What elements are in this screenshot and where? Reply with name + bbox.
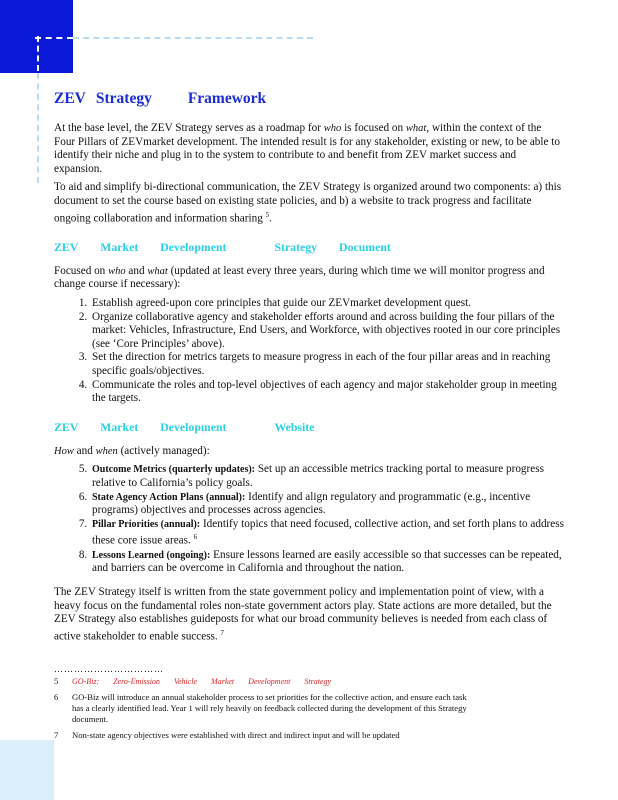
- section2-lead: How and when (actively managed):: [54, 444, 210, 457]
- website-list: [54, 463, 564, 575]
- bottom-corner-decoration: [0, 740, 54, 800]
- list-item: 1. Establish agreed-upon core principles that guide our ZEVmarket development quest.: [90, 297, 564, 311]
- list-item: 5. Outcome Metrics (quarterly updates): Set up an accessible metrics tracking portal to measure progress relative to California’s policy goals.: [90, 463, 564, 490]
- page-content: [54, 90, 564, 649]
- footnote-ref-5[interactable]: 5: [265, 210, 270, 219]
- page-title: ZEV Strategy Framework: [54, 90, 267, 107]
- footnote-7: 7 Non-state agency objectives were established with direct and indirect input and will be updated: [54, 730, 400, 740]
- footnote-6: 6 GO-Biz will introduce an annual stakeholder process to set priorities for the collective action, and ensure each task has a clearly identified lead. Year 1 will rely heavily on feedback collected during the development of this Strategy document.: [54, 692, 467, 724]
- list-item: 3. Set the direction for metrics targets to measure progress in each of the four pillar areas and in reaching specific goals/objectives.: [90, 351, 564, 378]
- footnote-ref-6[interactable]: 6: [193, 533, 198, 542]
- closing-paragraph: The ZEV Strategy itself is written from the state government policy and implementation point of view, with a heavy focus on the fundamental roles non-state government actors play. State actions are more detailed, but the ZEV Strategy also establishes guideposts for what our broad community believes is needed from each class of active stakeholder to enable success. $^7$: [54, 585, 552, 643]
- left-dashed-line: [37, 73, 39, 183]
- footnote-5: 5 GO-Biz: Zero-Emission Vehicle Market Development Strategy: [54, 676, 474, 687]
- intro-paragraph-1: At the base level, the ZEV Strategy serves as a roadmap for who is focused on what, within the context of the Four Pillars of ZEVmarket development. The intended result is for any stakeholder, existing or new, to be able to identify their niche and plug in to the system to contribute to and benefit from ZEV market success and expansion.: [54, 122, 560, 175]
- section-heading-website: ZEV Market Development Website: [54, 419, 315, 434]
- footnote-separator: ……………………………: [54, 664, 164, 674]
- section-heading-strategy-document: ZEV Market Development Strategy Document: [54, 239, 391, 254]
- strategy-document-list: [54, 297, 564, 406]
- corner-dash-horizontal: [35, 37, 73, 39]
- top-dashed-line: [73, 37, 313, 39]
- footnotes: [54, 665, 474, 746]
- list-item: 6. State Agency Action Plans (annual): Identify and align regulatory and programmatic (e.g., incentive programs) objectives and processes across agencies.: [90, 491, 564, 518]
- list-item: 8. Lessons Learned (ongoing): Ensure lessons learned are easily accessible so that successes can be repeated, and barriers can be overcome in California and throughout the nation.: [90, 549, 564, 576]
- footnote-5-link[interactable]: GO-Biz: Zero-Emission Vehicle Market Development Strategy: [72, 677, 332, 686]
- section1-lead: Focused on who and what (updated at least every three years, during which time we will monitor progress and change course if necessary):: [54, 264, 545, 291]
- list-item: 4. Communicate the roles and top-level objectives of each agency and major stakeholder group in meeting the targets.: [90, 379, 564, 406]
- intro-paragraph-2: To aid and simplify bi-directional communication, the ZEV Strategy is organized around two components: a) this document to set the course based on existing state policies, and b) a website to track progress and facilitate ongoing collaboration and information sharing $^5$.: [54, 181, 562, 225]
- footnote-ref-7[interactable]: 7: [220, 628, 225, 637]
- list-item: 2. Organize collaborative agency and stakeholder efforts around and across building the four pillars of the market: Vehicles, Infrastructure, End Users, and Workforce, with objectives rooted in our core principles (see ‘Core Principles’ above).: [90, 311, 564, 352]
- list-item: 7. Pillar Priorities (annual): Identify topics that need focused, collective action, and set forth plans to address these core issue areas. $^6$: [90, 518, 564, 549]
